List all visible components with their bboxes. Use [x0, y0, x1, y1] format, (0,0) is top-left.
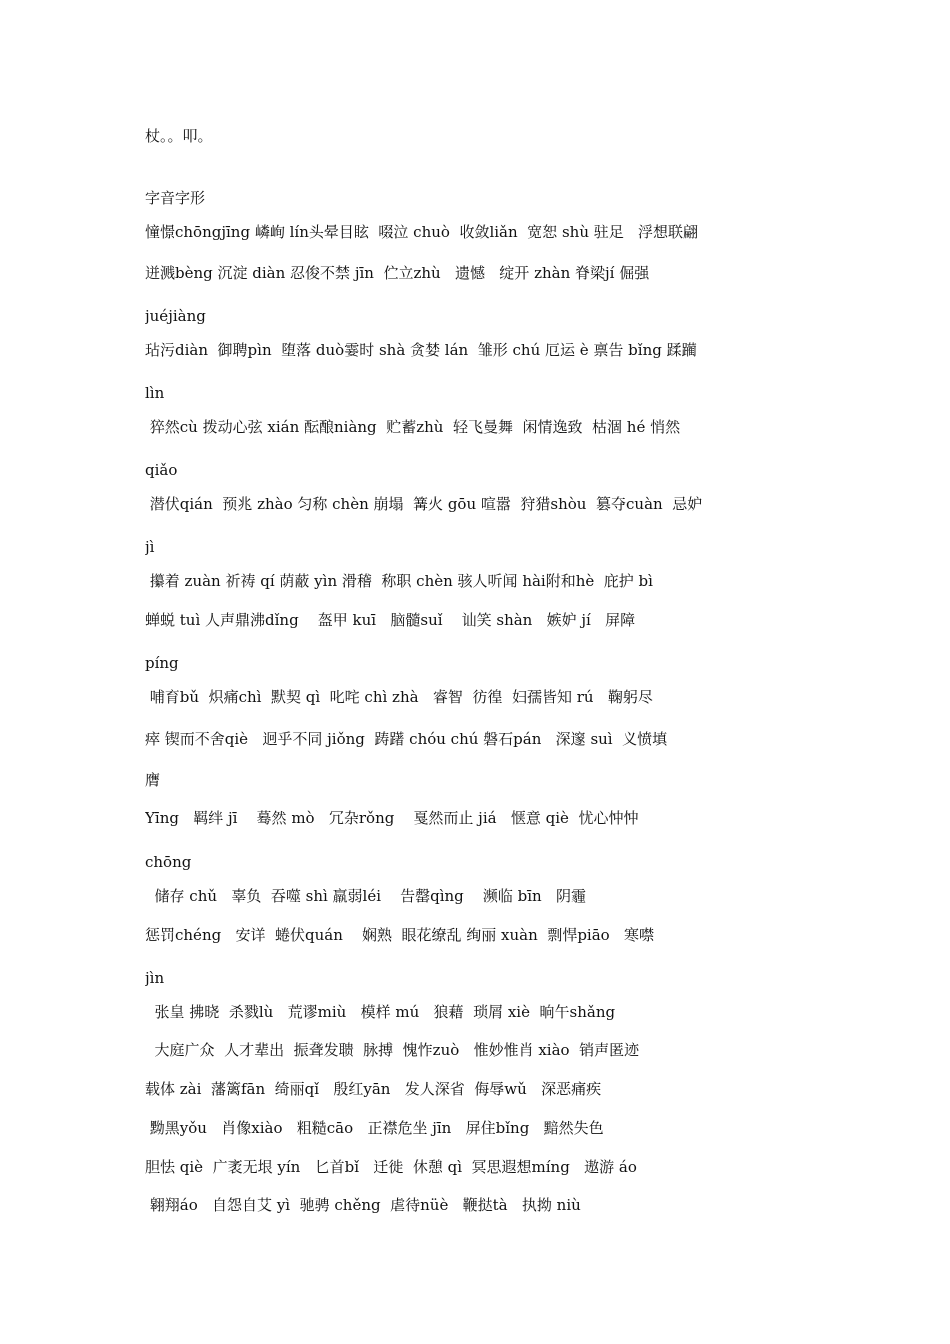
text-line-6: 玷污diàn 御聘pìn 堕落 duò霎时 shà 贪婪 lán 雏形 chú 厄运 è 禀告 bǐng 蹂躏	[145, 341, 697, 359]
text-line-22: jìn	[145, 969, 165, 987]
text-line-11: jì	[145, 538, 155, 556]
text-line-26: 黝黑yǒu 肖像xiào 粗糙cāo 正襟危坐 jīn 屏住bǐng 黯然失色	[145, 1119, 604, 1137]
text-line-7: lìn	[145, 384, 165, 402]
text-line-1: 杖。。叩。	[145, 127, 213, 145]
text-line-16: 瘁 锲而不舍qiè 迥乎不同 jiǒng 踌躇 chóu chú 磐石pán 深邃 suì 义愤填	[145, 730, 668, 748]
text-line-19: chōng	[145, 853, 192, 871]
text-line-3: 憧憬chōngjīng 嶙峋 lín头晕目眩 啜泣 chuò 收敛liǎn 宽恕 shù 驻足 浮想联翩	[145, 223, 699, 241]
section-heading: 字音字形	[145, 189, 206, 207]
text-line-18: Yīng 羁绊 jī 蓦然 mò 冗杂rǒng 戛然而止 jiá 惬意 qiè 忧心忡忡	[145, 809, 639, 827]
text-line-25: 载体 zài 藩篱fān 绮丽qǐ 殷红yān 发人深省 侮辱wǔ 深恶痛疾	[145, 1080, 602, 1098]
text-line-9: qiǎo	[145, 461, 178, 479]
text-line-10: 潜伏qián 预兆 zhào 匀称 chèn 崩塌 篝火 gōu 喧嚣 狩猎shòu 篡夺cuàn 忌妒	[145, 495, 703, 513]
text-line-15: 哺育bǔ 炽痛chì 默契 qì 叱咤 chì zhà 睿智 彷徨 妇孺皆知 rú 鞠躬尽	[145, 688, 653, 706]
text-line-17: 膺	[145, 771, 161, 789]
text-line-14: píng	[145, 654, 179, 672]
text-line-20: 储存 chǔ 辜负 吞噬 shì 羸弱léi 告罄qìng 濒临 bīn 阴霾	[145, 887, 586, 905]
text-line-12: 攥着 zuàn 祈祷 qí 荫蔽 yìn 滑稽 称职 chèn 骇人听闻 hài附和hè 庇护 bì	[145, 572, 653, 590]
text-line-8: 猝然cù 拨动心弦 xián 酝酿niàng 贮蓄zhù 轻飞曼舞 闲情逸致 枯涸 hé 悄然	[145, 418, 681, 436]
text-line-4: 迸溅bèng 沉淀 diàn 忍俊不禁 jīn 伫立zhù 遗憾 绽开 zhàn 脊梁jí 倔强	[145, 264, 650, 282]
text-line-21: 惩罚chéng 安详 蜷伏quán 娴熟 眼花缭乱 绚丽 xuàn 剽悍piāo 寒噤	[145, 926, 654, 944]
text-line-23: 张皇 拂晓 杀戮lù 荒谬miù 模样 mú 狼藉 琐屑 xiè 晌午shǎng	[145, 1003, 616, 1021]
text-line-13: 蝉蜕 tuì 人声鼎沸dǐng 盔甲 kuī 脑髓suǐ 讪笑 shàn 嫉妒 jí 屏障	[145, 611, 636, 629]
text-line-5: juéjiàng	[145, 307, 206, 325]
text-line-27: 胆怯 qiè 广袤无垠 yín 匕首bǐ 迁徙 休憩 qì 冥思遐想míng 遨游 áo	[145, 1158, 637, 1176]
text-line-24: 大庭广众 人才辈出 振聋发聩 脉搏 愧怍zuò 惟妙惟肖 xiào 销声匿迹	[145, 1041, 640, 1059]
text-line-28: 翱翔áo 自怨自艾 yì 驰骋 chěng 虐待nüè 鞭挞tà 执拗 niù	[145, 1196, 581, 1214]
